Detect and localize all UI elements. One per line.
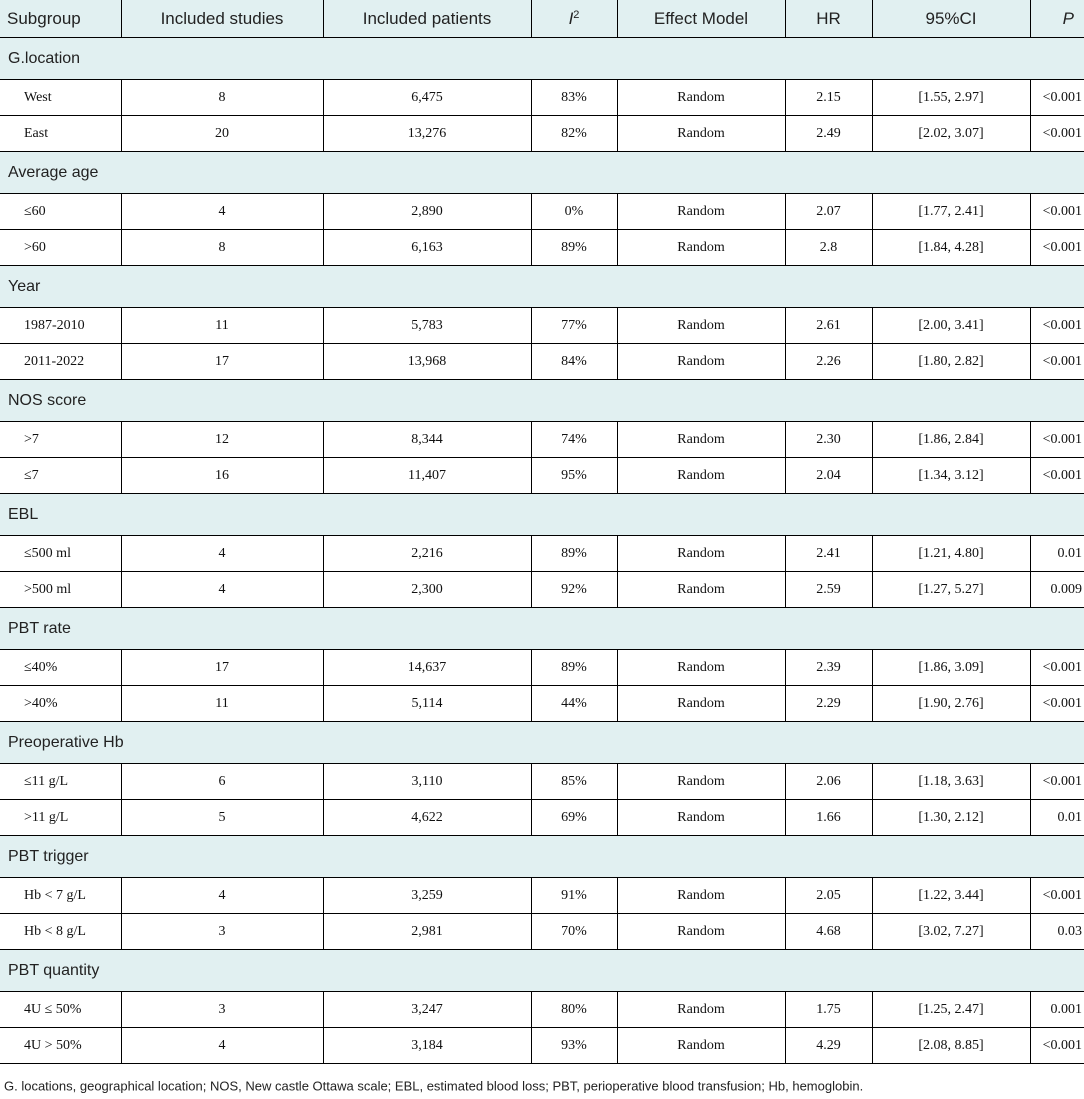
cell-hr: 2.05 [785,878,872,914]
cell-included-patients: 6,475 [323,80,531,116]
cell-95ci: [2.00, 3.41] [872,308,1030,344]
cell-p-value: 0.01 [1030,536,1084,572]
cell-subgroup-label: ≤11 g/L [0,764,121,800]
cell-hr: 2.06 [785,764,872,800]
cell-hr: 2.59 [785,572,872,608]
cell-95ci: [1.77, 2.41] [872,194,1030,230]
cell-subgroup-label: West [0,80,121,116]
table-row [0,764,1084,800]
cell-included-studies: 5 [121,800,323,836]
cell-subgroup-label: Hb < 8 g/L [0,914,121,950]
cell-p-value: <0.001 [1030,116,1084,152]
table-header-row [0,0,1084,38]
table-row [0,686,1084,722]
cell-subgroup-label: ≤60 [0,194,121,230]
cell-included-patients: 2,981 [323,914,531,950]
table-body [0,38,1084,1064]
cell-subgroup-label: >60 [0,230,121,266]
group-title: G.location [0,38,1084,80]
cell-i-squared: 44% [531,686,617,722]
cell-effect-model: Random [617,344,785,380]
cell-hr: 1.66 [785,800,872,836]
cell-included-patients: 3,247 [323,992,531,1028]
group-header-row [0,608,1084,650]
cell-hr: 1.75 [785,992,872,1028]
cell-hr: 2.39 [785,650,872,686]
cell-included-patients: 4,622 [323,800,531,836]
cell-i-squared: 70% [531,914,617,950]
cell-p-value: <0.001 [1030,878,1084,914]
group-header-row [0,38,1084,80]
cell-included-studies: 17 [121,344,323,380]
cell-i-squared: 74% [531,422,617,458]
cell-hr: 2.8 [785,230,872,266]
cell-i-squared: 80% [531,992,617,1028]
cell-effect-model: Random [617,458,785,494]
cell-i-squared: 95% [531,458,617,494]
group-header-row [0,494,1084,536]
cell-included-patients: 2,890 [323,194,531,230]
cell-95ci: [1.27, 5.27] [872,572,1030,608]
header-i-squared-sup: 2 [573,8,580,21]
cell-effect-model: Random [617,1028,785,1064]
group-header-row [0,836,1084,878]
cell-p-value: <0.001 [1030,230,1084,266]
header-included-patients: Included patients [323,0,531,38]
cell-included-patients: 5,114 [323,686,531,722]
cell-included-patients: 3,259 [323,878,531,914]
cell-p-value: <0.001 [1030,650,1084,686]
cell-95ci: [1.86, 2.84] [872,422,1030,458]
cell-p-value: <0.001 [1030,422,1084,458]
cell-effect-model: Random [617,992,785,1028]
cell-included-studies: 4 [121,1028,323,1064]
cell-included-studies: 8 [121,230,323,266]
cell-included-studies: 4 [121,572,323,608]
group-header-row [0,722,1084,764]
cell-hr: 2.15 [785,80,872,116]
cell-95ci: [1.80, 2.82] [872,344,1030,380]
cell-p-value: <0.001 [1030,686,1084,722]
cell-included-studies: 16 [121,458,323,494]
cell-hr: 2.07 [785,194,872,230]
cell-effect-model: Random [617,422,785,458]
cell-i-squared: 92% [531,572,617,608]
cell-included-studies: 6 [121,764,323,800]
cell-included-patients: 14,637 [323,650,531,686]
group-title: Average age [0,152,1084,194]
table-row [0,572,1084,608]
cell-95ci: [2.08, 8.85] [872,1028,1030,1064]
cell-95ci: [1.21, 4.80] [872,536,1030,572]
group-header-row [0,266,1084,308]
cell-95ci: [1.55, 2.97] [872,80,1030,116]
cell-p-value: <0.001 [1030,194,1084,230]
cell-effect-model: Random [617,308,785,344]
cell-effect-model: Random [617,686,785,722]
cell-effect-model: Random [617,116,785,152]
cell-95ci: [1.34, 3.12] [872,458,1030,494]
cell-effect-model: Random [617,764,785,800]
cell-p-value: 0.009 [1030,572,1084,608]
cell-included-studies: 4 [121,194,323,230]
cell-hr: 4.29 [785,1028,872,1064]
cell-included-patients: 5,783 [323,308,531,344]
header-95ci: 95%CI [872,0,1030,38]
cell-subgroup-label: 2011-2022 [0,344,121,380]
cell-subgroup-label: East [0,116,121,152]
cell-subgroup-label: 4U ≤ 50% [0,992,121,1028]
cell-included-studies: 3 [121,914,323,950]
table-row [0,422,1084,458]
cell-effect-model: Random [617,914,785,950]
cell-included-patients: 2,216 [323,536,531,572]
cell-p-value: <0.001 [1030,344,1084,380]
table-row [0,1028,1084,1064]
cell-p-value: 0.01 [1030,800,1084,836]
cell-hr: 2.04 [785,458,872,494]
cell-included-studies: 11 [121,308,323,344]
cell-95ci: [3.02, 7.27] [872,914,1030,950]
cell-included-studies: 11 [121,686,323,722]
cell-effect-model: Random [617,536,785,572]
cell-i-squared: 91% [531,878,617,914]
table-row [0,80,1084,116]
cell-95ci: [1.30, 2.12] [872,800,1030,836]
header-i-squared-base: I [568,8,574,28]
cell-subgroup-label: 1987-2010 [0,308,121,344]
cell-hr: 2.41 [785,536,872,572]
group-title: Preoperative Hb [0,722,1084,764]
group-title: Year [0,266,1084,308]
cell-effect-model: Random [617,80,785,116]
cell-effect-model: Random [617,572,785,608]
cell-effect-model: Random [617,650,785,686]
header-hr: HR [785,0,872,38]
cell-hr: 2.61 [785,308,872,344]
group-header-row [0,152,1084,194]
cell-included-studies: 4 [121,878,323,914]
cell-included-studies: 12 [121,422,323,458]
cell-subgroup-label: ≤500 ml [0,536,121,572]
cell-i-squared: 89% [531,650,617,686]
cell-included-patients: 8,344 [323,422,531,458]
group-header-row [0,950,1084,992]
cell-95ci: [1.90, 2.76] [872,686,1030,722]
cell-subgroup-label: >11 g/L [0,800,121,836]
cell-i-squared: 69% [531,800,617,836]
cell-included-studies: 20 [121,116,323,152]
cell-p-value: <0.001 [1030,80,1084,116]
cell-p-value: 0.03 [1030,914,1084,950]
table-row [0,194,1084,230]
header-included-studies: Included studies [121,0,323,38]
cell-p-value: <0.001 [1030,308,1084,344]
table-row [0,878,1084,914]
cell-hr: 2.29 [785,686,872,722]
cell-i-squared: 84% [531,344,617,380]
table-row [0,230,1084,266]
cell-95ci: [1.22, 3.44] [872,878,1030,914]
group-title: PBT rate [0,608,1084,650]
cell-subgroup-label: 4U > 50% [0,1028,121,1064]
cell-hr: 2.26 [785,344,872,380]
cell-effect-model: Random [617,878,785,914]
cell-95ci: [1.18, 3.63] [872,764,1030,800]
cell-subgroup-label: ≤7 [0,458,121,494]
table-row [0,800,1084,836]
cell-subgroup-label: ≤40% [0,650,121,686]
cell-i-squared: 89% [531,230,617,266]
cell-hr: 4.68 [785,914,872,950]
table-row [0,116,1084,152]
header-effect-model: Effect Model [617,0,785,38]
cell-hr: 2.30 [785,422,872,458]
cell-effect-model: Random [617,800,785,836]
cell-95ci: [2.02, 3.07] [872,116,1030,152]
table-row [0,650,1084,686]
header-p-value: P [1030,0,1084,38]
cell-subgroup-label: Hb < 7 g/L [0,878,121,914]
cell-included-patients: 13,276 [323,116,531,152]
cell-included-patients: 11,407 [323,458,531,494]
cell-i-squared: 85% [531,764,617,800]
cell-95ci: [1.25, 2.47] [872,992,1030,1028]
group-title: EBL [0,494,1084,536]
cell-p-value: <0.001 [1030,764,1084,800]
table-row [0,308,1084,344]
group-title: NOS score [0,380,1084,422]
cell-included-patients: 6,163 [323,230,531,266]
group-title: PBT trigger [0,836,1084,878]
table-row [0,458,1084,494]
cell-included-patients: 2,300 [323,572,531,608]
cell-effect-model: Random [617,230,785,266]
cell-p-value: 0.001 [1030,992,1084,1028]
header-i-squared [531,0,617,38]
table-footnote: G. locations, geographical location; NOS, New castle Ottawa scale; EBL, estimated blood loss; PBT, perioperative blood transfusion; Hb, hemoglobin. [4,1078,864,1094]
cell-hr: 2.49 [785,116,872,152]
cell-included-patients: 3,110 [323,764,531,800]
cell-subgroup-label: >500 ml [0,572,121,608]
cell-p-value: <0.001 [1030,458,1084,494]
header-subgroup: Subgroup [0,0,121,38]
cell-95ci: [1.86, 3.09] [872,650,1030,686]
cell-i-squared: 82% [531,116,617,152]
cell-included-studies: 8 [121,80,323,116]
cell-i-squared: 89% [531,536,617,572]
cell-i-squared: 77% [531,308,617,344]
table-row [0,914,1084,950]
cell-effect-model: Random [617,194,785,230]
cell-included-studies: 3 [121,992,323,1028]
cell-included-studies: 4 [121,536,323,572]
group-title: PBT quantity [0,950,1084,992]
table-row [0,992,1084,1028]
cell-included-studies: 17 [121,650,323,686]
cell-i-squared: 83% [531,80,617,116]
cell-p-value: <0.001 [1030,1028,1084,1064]
group-header-row [0,380,1084,422]
table-row [0,536,1084,572]
cell-i-squared: 93% [531,1028,617,1064]
cell-included-patients: 13,968 [323,344,531,380]
cell-included-patients: 3,184 [323,1028,531,1064]
cell-i-squared: 0% [531,194,617,230]
cell-subgroup-label: >40% [0,686,121,722]
cell-95ci: [1.84, 4.28] [872,230,1030,266]
cell-subgroup-label: >7 [0,422,121,458]
table-row [0,344,1084,380]
